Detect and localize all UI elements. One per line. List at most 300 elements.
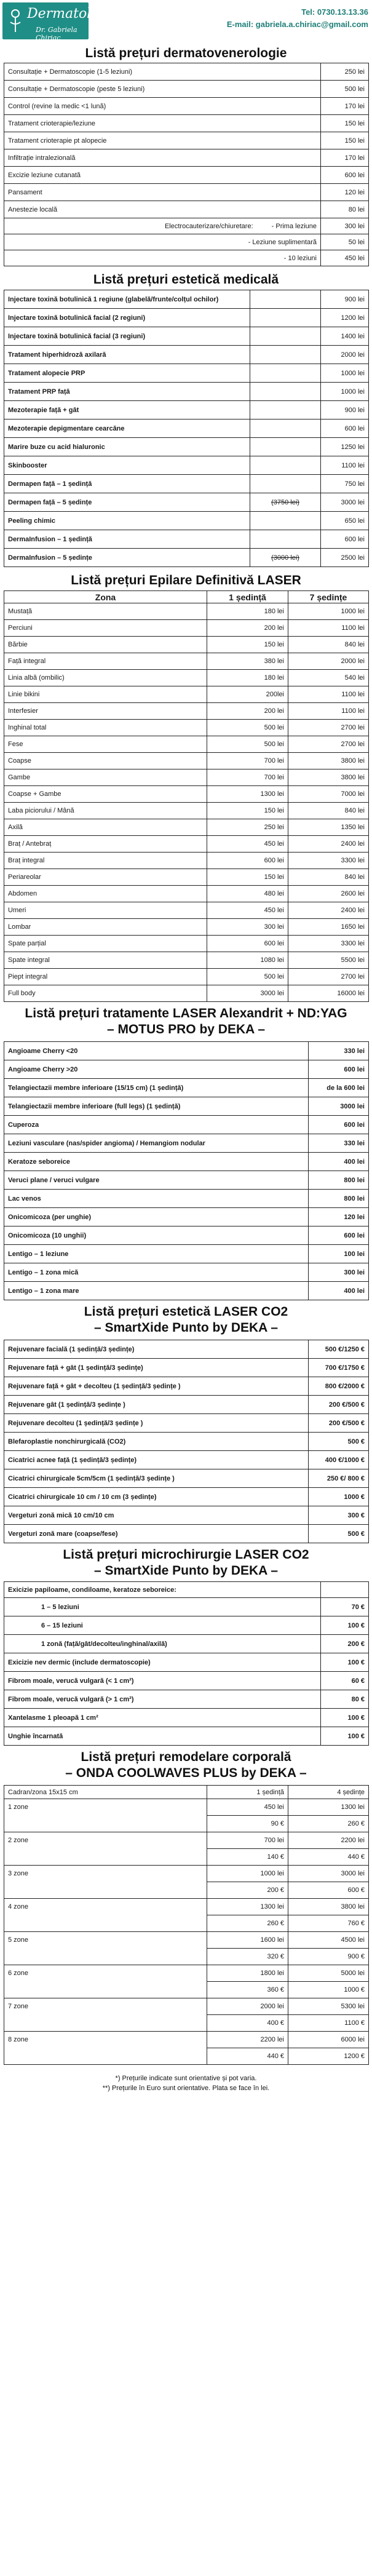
- zone-name: Full body: [4, 985, 207, 1002]
- service-name: Vergeturi zonă mică 10 cm/10 cm: [4, 1506, 309, 1525]
- price-4-sessions: 3800 lei: [288, 1899, 369, 1915]
- service-price: 100 €: [321, 1727, 369, 1746]
- service-price: 400 €/1000 €: [309, 1451, 369, 1469]
- section-subtitle-microchirurgie: – SmartXide Punto by DEKA –: [93, 1564, 279, 1578]
- column-header-1-sedinta: 1 ședință: [207, 591, 288, 603]
- service-name: Telangiectazii membre inferioare (full legs) (1 ședință): [4, 1097, 309, 1116]
- zone-name: Inghinal total: [4, 720, 207, 736]
- table-row: [4, 2048, 369, 2065]
- zone-name: Laba piciorului / Mână: [4, 803, 207, 819]
- price-1-session: 90 €: [207, 1816, 288, 1832]
- service-name: Lentigo – 1 leziune: [4, 1245, 309, 1263]
- old-price: (3000 lei): [250, 549, 321, 567]
- price-4-sessions: 260 €: [288, 1816, 369, 1832]
- service-name: Rejuvenare față + gât + decolteu (1 ședință/3 ședințe ): [4, 1377, 309, 1396]
- table-row: [4, 803, 369, 819]
- price-1-session: 180 lei: [207, 670, 288, 686]
- service-name: Keratoze seboreice: [4, 1153, 309, 1171]
- footnotes: [0, 2073, 372, 2093]
- table-row: [4, 736, 369, 753]
- price-7-sessions: 16000 lei: [288, 985, 369, 1002]
- service-price: 170 lei: [321, 98, 369, 115]
- table-row: [4, 720, 369, 736]
- price-7-sessions: 1650 lei: [288, 919, 369, 936]
- service-price: 1000 lei: [321, 364, 369, 383]
- service-price: 400 lei: [309, 1282, 369, 1300]
- price-7-sessions: 2700 lei: [288, 720, 369, 736]
- table-row: [4, 2032, 369, 2048]
- service-price: 700 €/1750 €: [309, 1359, 369, 1377]
- price-7-sessions: 540 lei: [288, 670, 369, 686]
- old-price: [250, 346, 321, 364]
- price-1-session: 700 lei: [207, 769, 288, 786]
- price-1-session: 380 lei: [207, 653, 288, 670]
- service-name: Angioame Cherry >20: [4, 1060, 309, 1079]
- price-1-session: 700 lei: [207, 1832, 288, 1849]
- service-price: 600 lei: [309, 1226, 369, 1245]
- service-price: 500 lei: [321, 81, 369, 98]
- price-7-sessions: 1000 lei: [288, 603, 369, 620]
- table-row: [4, 1915, 369, 1932]
- service-name: Cicatrici chirurgicale 10 cm / 10 cm (3 ședințe): [4, 1488, 309, 1506]
- service-price: 250 €/ 800 €: [309, 1469, 369, 1488]
- table-row: [4, 1866, 369, 1882]
- column-header-1-sedinta: 1 ședință: [207, 1786, 288, 1799]
- service-name: Cicatrici chirurgicale 5cm/5cm (1 ședință/3 ședințe ): [4, 1469, 309, 1488]
- price-1-session: 1300 lei: [207, 786, 288, 803]
- service-price: 600 lei: [321, 530, 369, 549]
- phone-text: Tel: 0730.13.13.36: [301, 7, 368, 17]
- table-row: [4, 1598, 369, 1616]
- service-name: Telangiectazii membre inferioare (15/15 cm) (1 ședință): [4, 1079, 309, 1097]
- service-name: Fibrom moale, verucă vulgară (< 1 cm²): [4, 1672, 321, 1690]
- table-row: [4, 2015, 369, 2032]
- zone-name: 8 zone: [4, 2032, 207, 2048]
- service-price: 100 €: [321, 1616, 369, 1635]
- service-name: Mezoterapie depigmentare cearcăne: [4, 419, 250, 438]
- old-price: [250, 327, 321, 346]
- table-row: [4, 438, 369, 456]
- service-name: Angioame Cherry <20: [4, 1042, 309, 1060]
- service-price: 800 €/2000 €: [309, 1377, 369, 1396]
- service-name: Tratament PRP față: [4, 383, 250, 401]
- service-name: Infiltrație intralezională: [4, 149, 321, 167]
- service-name: Rejuvenare față + gât (1 ședință/3 ședințe): [4, 1359, 309, 1377]
- service-price: 80 €: [321, 1690, 369, 1709]
- service-price: 1000 €: [309, 1488, 369, 1506]
- price-1-session: 1600 lei: [207, 1932, 288, 1949]
- table-row: [4, 167, 369, 184]
- price-7-sessions: 2700 lei: [288, 736, 369, 753]
- service-price: 330 lei: [309, 1134, 369, 1153]
- service-name: Lac venos: [4, 1190, 309, 1208]
- service-price: 250 lei: [321, 63, 369, 81]
- empty-cell: [321, 1582, 369, 1598]
- table-row: [4, 1042, 369, 1060]
- price-4-sessions: 900 €: [288, 1949, 369, 1965]
- zone-name: Mustață: [4, 603, 207, 620]
- table-row: [4, 290, 369, 309]
- table-row: [4, 456, 369, 475]
- service-price: 170 lei: [321, 149, 369, 167]
- service-price: 1200 lei: [321, 309, 369, 327]
- table-row: [4, 493, 369, 512]
- old-price: [250, 512, 321, 530]
- service-name: Tratament hiperhidroză axilară: [4, 346, 250, 364]
- price-1-session: 360 €: [207, 1982, 288, 1998]
- section-subtitle-alexandrit: – MOTUS PRO by DEKA –: [106, 1022, 266, 1036]
- table-row: [4, 1190, 369, 1208]
- service-price: 800 lei: [309, 1171, 369, 1190]
- table-estetica-medicala: [4, 290, 369, 567]
- table-row: [4, 1932, 369, 1949]
- table-row: [4, 1377, 369, 1396]
- zone-name: [4, 1816, 207, 1832]
- price-1-session: 500 lei: [207, 969, 288, 985]
- zone-name: Spate integral: [4, 952, 207, 969]
- zone-name: 3 zone: [4, 1866, 207, 1882]
- table-row: [4, 637, 369, 653]
- service-price: 100 lei: [309, 1245, 369, 1263]
- service-price: 450 lei: [321, 250, 369, 266]
- price-4-sessions: 2200 lei: [288, 1832, 369, 1849]
- price-7-sessions: 3300 lei: [288, 853, 369, 869]
- table-row: [4, 836, 369, 853]
- zone-name: [4, 1915, 207, 1932]
- zone-name: Coapse: [4, 753, 207, 769]
- price-1-session: 200 lei: [207, 703, 288, 720]
- service-price: 800 lei: [309, 1190, 369, 1208]
- zone-name: [4, 2048, 207, 2065]
- table-row: [4, 475, 369, 493]
- table-row: [4, 132, 369, 149]
- zone-name: Perciuni: [4, 620, 207, 637]
- zone-name: Lombar: [4, 919, 207, 936]
- table-row: [4, 401, 369, 419]
- table-row: [4, 1690, 369, 1709]
- table-row: [4, 1097, 369, 1116]
- sub-item-name: 1 – 5 leziuni: [4, 1598, 321, 1616]
- service-price: 750 lei: [321, 475, 369, 493]
- price-4-sessions: 600 €: [288, 1882, 369, 1899]
- price-7-sessions: 1350 lei: [288, 819, 369, 836]
- service-name: Skinbooster: [4, 456, 250, 475]
- old-price: [250, 475, 321, 493]
- price-1-session: 1080 lei: [207, 952, 288, 969]
- service-name: Unghie încarnată: [4, 1727, 321, 1746]
- table-row: [4, 1079, 369, 1097]
- old-price: [250, 364, 321, 383]
- sub-item-name: 1 zonă (față/gât/decolteu/inghinal/axilă): [4, 1635, 321, 1653]
- zone-name: Umeri: [4, 902, 207, 919]
- service-price: 1000 lei: [321, 383, 369, 401]
- electro-sub-label: - 10 leziuni: [283, 254, 317, 262]
- price-1-session: 1300 lei: [207, 1899, 288, 1915]
- table-row: [4, 218, 369, 234]
- price-7-sessions: 3800 lei: [288, 753, 369, 769]
- logo-emblem-icon: [6, 7, 25, 34]
- price-4-sessions: 3000 lei: [288, 1866, 369, 1882]
- table-row: [4, 1433, 369, 1451]
- section-title-alexandrit: Listă prețuri tratamente LASER Alexandrit + ND:YAG: [25, 1006, 347, 1020]
- table-row: [4, 383, 369, 401]
- zone-name: Linie bikini: [4, 686, 207, 703]
- table-estetica-co2: [4, 1340, 369, 1543]
- zone-name: Spate parțial: [4, 936, 207, 952]
- service-name: Injectare toxină botulinică facial (2 regiuni): [4, 309, 250, 327]
- price-1-session: 1000 lei: [207, 1866, 288, 1882]
- service-name: Vergeturi zonă mare (coapse/fese): [4, 1525, 309, 1543]
- table-row: [4, 1488, 369, 1506]
- zone-name: Fese: [4, 736, 207, 753]
- table-microchirurgie: [4, 1581, 369, 1746]
- price-1-session: 200lei: [207, 686, 288, 703]
- table-row: [4, 327, 369, 346]
- service-name: Rejuvenare facială (1 ședință/3 ședințe): [4, 1340, 309, 1359]
- service-name: Rejuvenare decolteu (1 ședință/3 ședințe ): [4, 1414, 309, 1433]
- service-price: 900 lei: [321, 401, 369, 419]
- logo-subtitle: Dr. Gabriela Chiriac: [36, 26, 77, 42]
- electro-label: Electrocauterizare/chiuretare:: [164, 222, 253, 230]
- table-alexandrit: [4, 1041, 369, 1300]
- electro-cell: [4, 250, 321, 266]
- price-1-session: 150 lei: [207, 803, 288, 819]
- electro-sub-label: - Prima leziune: [271, 222, 317, 230]
- zone-name: [4, 2015, 207, 2032]
- price-1-session: 300 lei: [207, 919, 288, 936]
- price-7-sessions: 2000 lei: [288, 653, 369, 670]
- zone-name: 4 zone: [4, 1899, 207, 1915]
- price-1-session: 400 €: [207, 2015, 288, 2032]
- service-price: 150 lei: [321, 132, 369, 149]
- service-price: 2500 lei: [321, 549, 369, 567]
- zone-name: Linia albă (ombilic): [4, 670, 207, 686]
- service-price: 80 lei: [321, 201, 369, 218]
- zone-name: Piept integral: [4, 969, 207, 985]
- table-row: [4, 1949, 369, 1965]
- price-7-sessions: 3300 lei: [288, 936, 369, 952]
- service-name: Cicatrici acnee față (1 ședință/3 ședințe): [4, 1451, 309, 1469]
- service-price: 3000 lei: [309, 1097, 369, 1116]
- service-price: 500 €: [309, 1525, 369, 1543]
- service-price: 150 lei: [321, 115, 369, 132]
- service-price: 400 lei: [309, 1153, 369, 1171]
- table-row: [4, 985, 369, 1002]
- table-row: [4, 1709, 369, 1727]
- service-price: de la 600 lei: [309, 1079, 369, 1097]
- email-link[interactable]: E-mail: gabriela.a.chiriac@gmail.com: [226, 20, 368, 29]
- zone-name: Braț integral: [4, 853, 207, 869]
- price-7-sessions: 2700 lei: [288, 969, 369, 985]
- table-row: [4, 1469, 369, 1488]
- table-row: [4, 1653, 369, 1672]
- table-row: [4, 969, 369, 985]
- service-name: Marire buze cu acid hialuronic: [4, 438, 250, 456]
- section-title-remodelare: Listă prețuri remodelare corporală: [81, 1750, 291, 1764]
- service-name: Pansament: [4, 184, 321, 201]
- service-name: Excizie leziune cutanată: [4, 167, 321, 184]
- table-row: [4, 1727, 369, 1746]
- table-row: [4, 1359, 369, 1377]
- service-name: Rejuvenare gât (1 ședință/3 ședințe ): [4, 1396, 309, 1414]
- zone-name: Braț / Antebraț: [4, 836, 207, 853]
- price-1-session: 140 €: [207, 1849, 288, 1866]
- price-4-sessions: 5000 lei: [288, 1965, 369, 1982]
- table-row: [4, 1451, 369, 1469]
- table-row: [4, 1282, 369, 1300]
- table-row: [4, 620, 369, 637]
- table-row: [4, 1153, 369, 1171]
- zone-name: Periareolar: [4, 869, 207, 886]
- service-price: 100 €: [321, 1653, 369, 1672]
- service-price: 600 lei: [321, 167, 369, 184]
- old-price: [250, 309, 321, 327]
- table-row: [4, 364, 369, 383]
- table-dermatovenerologie: [4, 63, 369, 266]
- service-name: Onicomicoza (per unghie): [4, 1208, 309, 1226]
- zone-name: Coapse + Gambe: [4, 786, 207, 803]
- zone-name: 7 zone: [4, 1998, 207, 2015]
- table-row: [4, 1226, 369, 1245]
- price-7-sessions: 2600 lei: [288, 886, 369, 902]
- old-price: [250, 438, 321, 456]
- table-row: [4, 1799, 369, 1816]
- price-1-session: 150 lei: [207, 869, 288, 886]
- table-row: [4, 98, 369, 115]
- service-price: 2000 lei: [321, 346, 369, 364]
- table-row: [4, 1832, 369, 1849]
- service-name: DermaInfusion – 5 ședințe: [4, 549, 250, 567]
- zone-name: Bărbie: [4, 637, 207, 653]
- table-row: [4, 686, 369, 703]
- table-row: [4, 1134, 369, 1153]
- old-price: [250, 419, 321, 438]
- service-price: 120 lei: [321, 184, 369, 201]
- zone-name: 1 zone: [4, 1799, 207, 1816]
- service-name: Veruci plane / veruci vulgare: [4, 1171, 309, 1190]
- zone-name: 6 zone: [4, 1965, 207, 1982]
- service-price: 900 lei: [321, 290, 369, 309]
- table-row: [4, 63, 369, 81]
- price-1-session: 2000 lei: [207, 1998, 288, 2015]
- price-7-sessions: 2400 lei: [288, 902, 369, 919]
- price-4-sessions: 1300 lei: [288, 1799, 369, 1816]
- service-price: 1100 lei: [321, 456, 369, 475]
- table-row: [4, 769, 369, 786]
- table-row: [4, 81, 369, 98]
- electro-sub-label: - Leziune suplimentară: [248, 238, 317, 246]
- price-1-session: 200 lei: [207, 620, 288, 637]
- table-row: [4, 869, 369, 886]
- old-price: [250, 401, 321, 419]
- service-price: 3000 lei: [321, 493, 369, 512]
- price-1-session: 450 lei: [207, 902, 288, 919]
- service-name: Cuperoza: [4, 1116, 309, 1134]
- service-name: Dermapen față – 5 ședințe: [4, 493, 250, 512]
- electro-cell: [4, 234, 321, 250]
- table-row: [4, 184, 369, 201]
- table-row: [4, 1506, 369, 1525]
- table-row: [4, 1060, 369, 1079]
- price-7-sessions: 7000 lei: [288, 786, 369, 803]
- table-row: [4, 149, 369, 167]
- service-name: Control (revine la medic <1 lună): [4, 98, 321, 115]
- service-name: Blefaroplastie nonchirurgicală (CO2): [4, 1433, 309, 1451]
- price-1-session: 260 €: [207, 1915, 288, 1932]
- table-row: [4, 1882, 369, 1899]
- price-7-sessions: 1100 lei: [288, 620, 369, 637]
- price-1-session: 2200 lei: [207, 2032, 288, 2048]
- price-4-sessions: 4500 lei: [288, 1932, 369, 1949]
- table-row: [4, 1582, 369, 1598]
- table-row: [4, 1414, 369, 1433]
- price-4-sessions: 1200 €: [288, 2048, 369, 2065]
- table-row: [4, 530, 369, 549]
- price-1-session: 480 lei: [207, 886, 288, 902]
- table-row: [4, 753, 369, 769]
- service-price: 300 €: [309, 1506, 369, 1525]
- column-header-cadran: Cadran/zona 15x15 cm: [4, 1786, 207, 1799]
- table-row: [4, 819, 369, 836]
- logo: [2, 2, 121, 42]
- zone-name: Interfesier: [4, 703, 207, 720]
- price-1-session: 3000 lei: [207, 985, 288, 1002]
- service-name: Tratament crioterapie/leziune: [4, 115, 321, 132]
- price-7-sessions: 2400 lei: [288, 836, 369, 853]
- table-row: [4, 902, 369, 919]
- column-header-7-sedinte: 7 ședințe: [288, 591, 369, 603]
- price-1-session: 150 lei: [207, 637, 288, 653]
- price-4-sessions: 6000 lei: [288, 2032, 369, 2048]
- logo-title: Dermatologie: [27, 6, 121, 22]
- service-price: 50 lei: [321, 234, 369, 250]
- old-price: [250, 456, 321, 475]
- service-name: Injectare toxină botulinică 1 regiune (glabelă/frunte/colțul ochilor): [4, 290, 250, 309]
- zone-name: 2 zone: [4, 1832, 207, 1849]
- table-row: [4, 1263, 369, 1282]
- table-row: [4, 234, 369, 250]
- column-header-zona: Zona: [4, 591, 207, 603]
- table-row: [4, 853, 369, 869]
- service-price: 600 lei: [321, 419, 369, 438]
- table-remodelare: [4, 1785, 369, 2065]
- service-name: Tratament alopecie PRP: [4, 364, 250, 383]
- price-7-sessions: 5500 lei: [288, 952, 369, 969]
- price-4-sessions: 760 €: [288, 1915, 369, 1932]
- zone-name: Axilă: [4, 819, 207, 836]
- zone-name: Gambe: [4, 769, 207, 786]
- table-row: [4, 419, 369, 438]
- service-price: 200 €: [321, 1635, 369, 1653]
- service-price: 200 €/500 €: [309, 1396, 369, 1414]
- table-row: [4, 512, 369, 530]
- table-row: [4, 1672, 369, 1690]
- contact-info: [227, 6, 368, 31]
- section-title-estetica-co2: Listă prețuri estetică LASER CO2: [84, 1305, 288, 1319]
- service-price: 200 €/500 €: [309, 1414, 369, 1433]
- service-price: 330 lei: [309, 1042, 369, 1060]
- section-row-header: Exicizie papiloame, condiloame, keratoze seboreice:: [4, 1582, 321, 1598]
- old-price: [250, 383, 321, 401]
- table-row: [4, 115, 369, 132]
- service-name: Fibrom moale, verucă vulgară (> 1 cm²): [4, 1690, 321, 1709]
- old-price: (3750 lei): [250, 493, 321, 512]
- service-name: Lentigo – 1 zona mare: [4, 1282, 309, 1300]
- zone-name: [4, 1982, 207, 1998]
- price-7-sessions: 1100 lei: [288, 686, 369, 703]
- service-name: Onicomicoza (10 unghii): [4, 1226, 309, 1245]
- service-name: DermaInfusion – 1 ședință: [4, 530, 250, 549]
